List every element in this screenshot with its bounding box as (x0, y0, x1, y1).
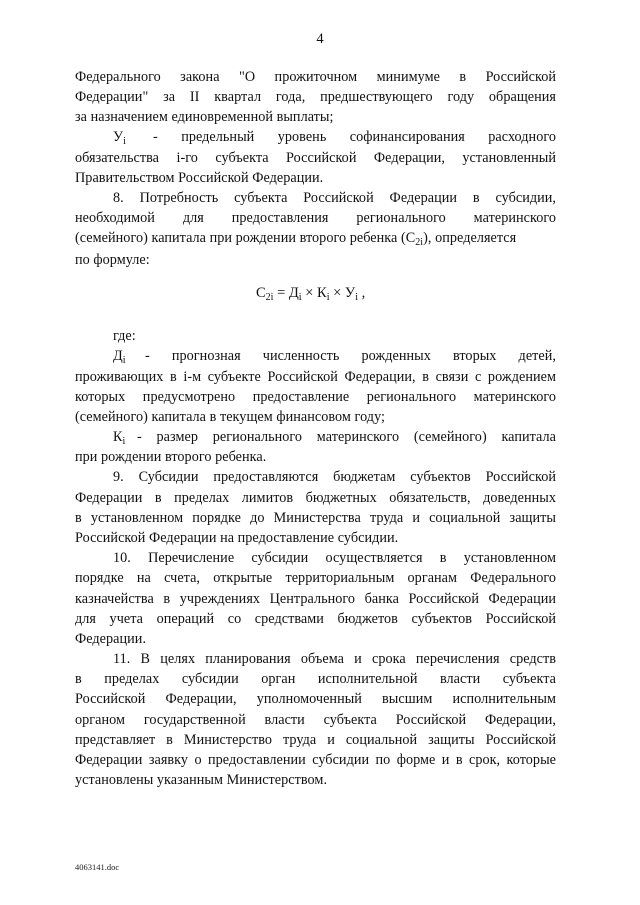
text-line: (семейного) капитала в текущем финансовом году; (75, 409, 386, 425)
paragraph-9-line: 9. Субсидии предоставляются бюджетам субъектов Российской (113, 469, 556, 485)
text-line: казначейства в учреждениях Центрального банка Российской Федерации (75, 591, 556, 607)
text-line: по формуле: (75, 252, 150, 268)
text-line: Правительством Российской Федерации. (75, 170, 324, 186)
text-line: Федерации" за II квартал года, предшествующего году обращения (75, 89, 556, 105)
footer-filename: 4063141.doc (75, 862, 120, 872)
definition-line-u (113, 129, 556, 146)
text-line: проживающих в i-м субъекте Российской Федерации, в связи с рождением (75, 369, 556, 385)
text-line: представляет в Министерство труда и социальной защиты Российской (75, 732, 556, 748)
paragraph-8-line: 8. Потребность субъекта Российской Федерации в субсидии, (113, 190, 556, 206)
page-number: 4 (316, 31, 324, 47)
definition-text: - прогнозная численность рожденных вторых детей, (145, 348, 556, 364)
text-line: в пределах субсидии орган исполнительной власти субъекта (75, 671, 556, 687)
text-line: Российской Федерации, уполномоченный высшим исполнительным (75, 691, 556, 707)
where-label: где: (113, 328, 136, 344)
text-line: в установленном порядке до Министерства труда и социальной защиты (75, 510, 556, 526)
symbol-c2i: $С_{2i}$ (405, 230, 424, 248)
paragraph-11-line: 11. В целях планирования объема и срока перечисления средств (113, 651, 556, 667)
text-line: (семейного) капитала при рождении второго ребенка $(С_{2i})$, определяется (75, 230, 517, 248)
text-line: которых предусмотрено предоставление регионального материнского (75, 389, 556, 405)
text-line: Федерации. (75, 631, 147, 647)
paragraph-10-line: 10. Перечисление субсидии осуществляется в установленном (113, 550, 556, 566)
text-line: порядке на счета, открытые территориальным органам Федерального (75, 570, 556, 586)
text-line: обязательства i-го субъекта Российской Федерации, установленный (75, 150, 556, 166)
definition-line-d (113, 348, 556, 365)
symbol-k: $К_i$ (113, 429, 126, 447)
text-line: для учета операций со средствами бюджетов субъектов Российской (75, 611, 556, 627)
text-line: Федерации в пределах лимитов бюджетных обязательств, доведенных (75, 490, 556, 506)
text-line: при рождении второго ребенка. (75, 449, 267, 465)
text-line: за назначением единовременной выплаты; (75, 109, 334, 125)
text-line: органом государственной власти субъекта Российской Федерации, (75, 712, 556, 728)
formula: $С_{2i} = Д_i \times К_i \times У_i$ , (256, 285, 366, 303)
text-line: Федерации заявку о предоставлении субсидии по форме и в срок, которые (75, 752, 556, 768)
definition-text: - предельный уровень софинансирования расходного (153, 129, 556, 145)
definition-text: - размер регионального материнского (семейного) капитала (137, 429, 556, 445)
symbol-u: $У_i$ (113, 129, 126, 147)
text-line: установлены указанным Министерством. (75, 772, 328, 788)
symbol-d: $Д_i$ (113, 348, 126, 366)
text-line: Федерального закона "О прожиточном минимуме в Российской (75, 69, 556, 85)
definition-line-k (113, 429, 556, 446)
text-line: Российской Федерации на предоставление субсидии. (75, 530, 399, 546)
text-line: необходимой для предоставления регионального материнского (75, 210, 556, 226)
